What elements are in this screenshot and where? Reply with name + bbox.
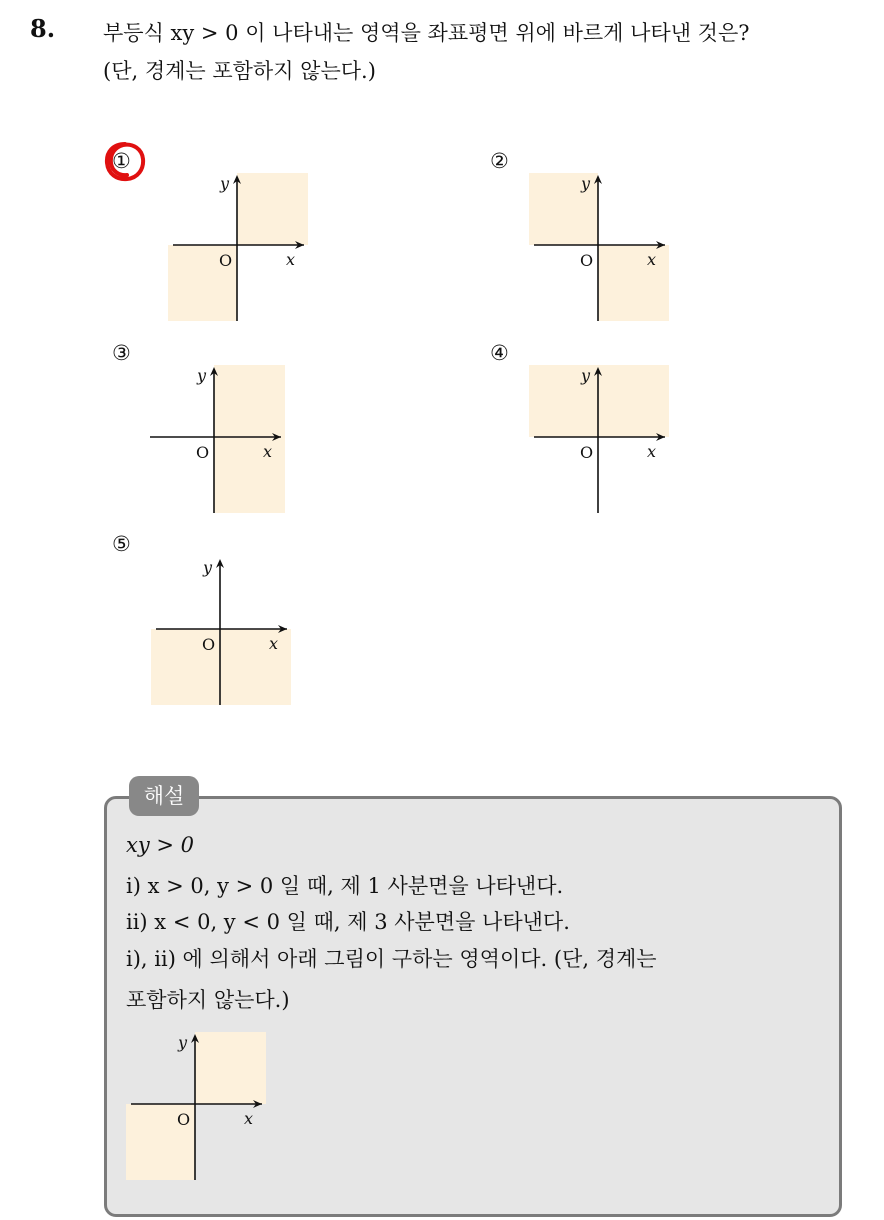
option-5-marker[interactable]: ⑤ <box>112 532 131 556</box>
coordinate-plane <box>145 365 305 515</box>
solution-line-1: ⅰ) x > 0, y > 0 일 때, 제 1 사분면을 나타낸다. <box>126 874 564 898</box>
y-axis-label: y <box>178 1033 188 1052</box>
coordinate-plane <box>529 365 689 515</box>
option-2-marker[interactable]: ② <box>490 149 509 173</box>
y-axis-label: y <box>203 558 213 577</box>
shaded-quadrant-1 <box>598 365 669 437</box>
solution-tab: 해설 <box>129 776 199 816</box>
y-axis-label: y <box>581 174 591 193</box>
coordinate-plane <box>126 1032 286 1182</box>
shaded-quadrant-4 <box>220 629 291 705</box>
shaded-quadrant-4 <box>214 437 285 513</box>
x-axis-label: x <box>263 442 273 461</box>
option-1-graph[interactable] <box>168 173 328 323</box>
coordinate-plane <box>529 173 689 323</box>
shaded-quadrant-1 <box>214 365 285 437</box>
option-4-marker[interactable]: ④ <box>490 341 509 365</box>
coordinate-plane <box>151 557 311 707</box>
x-axis-label: x <box>286 250 296 269</box>
origin-label: O <box>196 443 210 462</box>
x-axis-label: x <box>647 250 657 269</box>
x-axis-label: x <box>647 442 657 461</box>
solution-line-4: 포함하지 않는다.) <box>126 988 290 1012</box>
origin-label: O <box>580 443 594 462</box>
option-4-graph[interactable] <box>529 365 689 515</box>
origin-label: O <box>219 251 233 270</box>
origin-label: O <box>580 251 594 270</box>
question-number: 8. <box>30 14 56 43</box>
option-5-graph[interactable] <box>151 557 311 707</box>
shaded-quadrant-1 <box>195 1032 266 1104</box>
shaded-quadrant-4 <box>598 245 669 321</box>
option-3-marker[interactable]: ③ <box>112 341 131 365</box>
x-axis-label: x <box>269 634 279 653</box>
question-text <box>103 14 750 90</box>
x-axis-label: x <box>244 1109 254 1128</box>
solution-line-3: ⅰ), ⅱ) 에 의해서 아래 그림이 구하는 영역이다. (단, 경계는 <box>126 947 657 971</box>
solution-graph <box>126 1032 286 1182</box>
option-3-graph[interactable] <box>145 365 305 515</box>
y-axis-label: y <box>581 366 591 385</box>
y-axis-label: y <box>197 366 207 385</box>
question-line-1: 부등식 xy > 0 이 나타내는 영역을 좌표평면 위에 바르게 나타낸 것은? <box>103 21 750 45</box>
origin-label: O <box>177 1110 191 1129</box>
option-2-graph[interactable] <box>529 173 689 323</box>
question-line-2: (단, 경계는 포함하지 않는다.) <box>103 59 376 83</box>
shaded-quadrant-1 <box>237 173 308 245</box>
y-axis-label: y <box>220 174 230 193</box>
option-1-marker[interactable]: ① <box>112 149 131 173</box>
origin-label: O <box>202 635 216 654</box>
solution-line-2: ⅱ) x < 0, y < 0 일 때, 제 3 사분면을 나타낸다. <box>126 910 570 934</box>
solution-line-0: xy > 0 <box>126 833 195 857</box>
coordinate-plane <box>168 173 328 323</box>
